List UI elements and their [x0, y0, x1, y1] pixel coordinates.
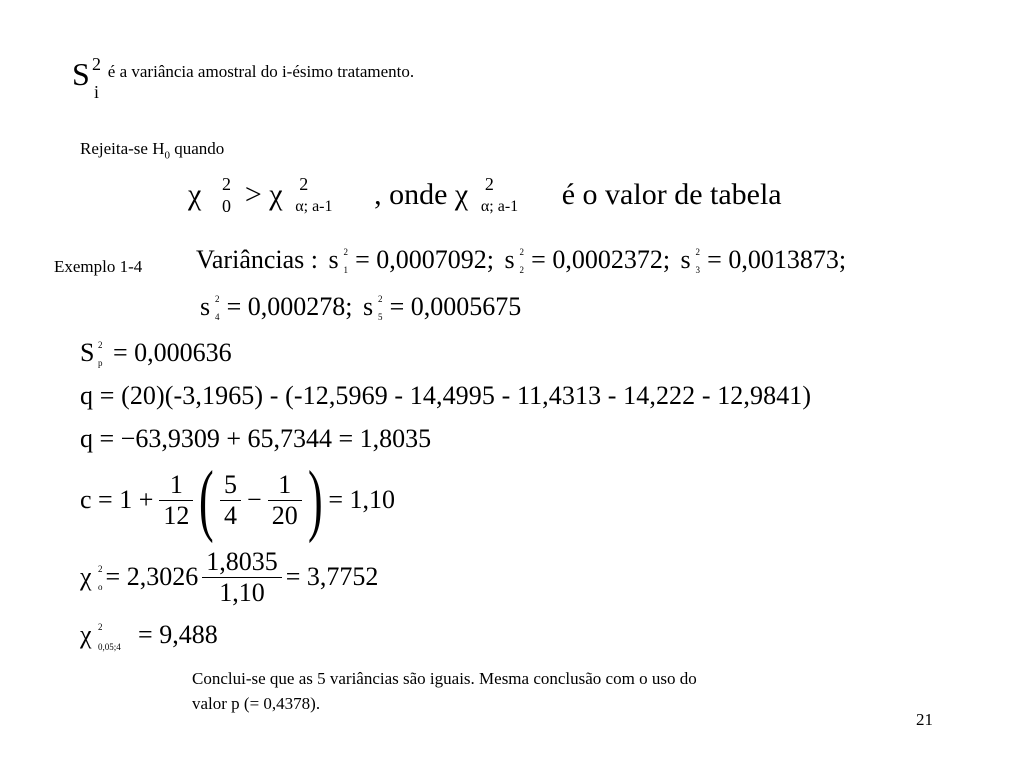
reject-h0-sub: 0 — [164, 149, 170, 162]
reject-line — [80, 139, 224, 161]
s-symbol: s — [363, 292, 374, 321]
c-paren-close: ) — [307, 456, 323, 544]
c-fraction-1 — [159, 470, 193, 531]
c-rhs: = 1,10 — [328, 485, 395, 514]
chi-alpha-2 — [454, 174, 519, 215]
variances-line-2 — [200, 292, 521, 322]
conclusion-line-1: Conclui-se que as 5 variâncias são iguais. Mesma conclusão com o uso do — [192, 669, 697, 688]
variance-symbol-sup: 2 — [92, 54, 101, 74]
chi0-fraction — [202, 547, 282, 608]
chi-alpha2-sub: α; a-1 — [480, 198, 519, 215]
chit-sub: 0,05;4 — [98, 642, 121, 652]
c-minus: − — [247, 485, 262, 514]
s1-sup: 2 — [343, 247, 349, 257]
s4-symbol — [200, 292, 220, 322]
chi0-fraction-den: 1,10 — [219, 577, 265, 607]
chi-symbol: χ — [188, 178, 202, 211]
example-label: Exemplo 1-4 — [54, 257, 143, 276]
s-symbol: s — [328, 245, 339, 274]
chi0-base: χ — [80, 562, 92, 591]
c-fraction-1-den: 12 — [163, 500, 190, 530]
s-symbol: s — [680, 245, 691, 274]
s1-symbol — [328, 245, 349, 275]
chi-table-symbol — [80, 620, 121, 652]
c-fraction-3 — [268, 470, 302, 531]
s4-value: = 0,000278; — [226, 292, 353, 321]
s1-value: = 0,0007092; — [355, 245, 495, 274]
reject-prefix: Rejeita-se H — [80, 139, 165, 158]
chi-symbol: χ — [454, 178, 469, 211]
chi0-symbol — [80, 562, 103, 592]
chi-alpha-sup: 2 — [299, 174, 309, 194]
s3-sub: 3 — [695, 265, 701, 275]
chi-zero-sup: 2 — [222, 174, 231, 194]
chi0-sub: o — [98, 582, 103, 592]
s1-sub: 1 — [343, 265, 349, 275]
s2-value: = 0,0002372; — [531, 245, 671, 274]
variances-line-1 — [196, 245, 846, 275]
variance-symbol — [72, 54, 101, 102]
c-fraction-2-num: 5 — [220, 470, 241, 501]
chi0-rhs: = 3,7752 — [285, 562, 379, 591]
chi-alpha-sub: α; a-1 — [295, 198, 333, 215]
c-fraction-1-num: 1 — [159, 470, 193, 501]
chi-zero-sub: 0 — [222, 196, 231, 216]
sp-equation — [80, 338, 232, 368]
s4-sup: 2 — [215, 294, 220, 304]
c-equation — [80, 456, 395, 544]
variance-symbol-sub: i — [94, 82, 100, 102]
s2-sub: 2 — [519, 265, 525, 275]
q-equation-2: q = −63,9309 + 65,7344 = 1,8035 — [80, 424, 432, 453]
chi-alpha2-sup: 2 — [484, 174, 494, 194]
s4-sub: 4 — [215, 312, 220, 322]
s-symbol: s — [504, 245, 515, 274]
onde-text: , onde — [374, 178, 448, 211]
variance-symbol-base: S — [72, 56, 90, 92]
criterion-tail: é o valor de tabela — [561, 178, 782, 211]
chi-alpha — [269, 174, 333, 215]
sp-symbol — [80, 338, 103, 368]
sp-sub: p — [98, 358, 103, 368]
variancias-label: Variâncias : — [196, 245, 319, 274]
conclusion-text — [192, 666, 697, 716]
chit-rhs: = 9,488 — [138, 620, 218, 649]
s3-value: = 0,0013873; — [707, 245, 847, 274]
c-fraction-3-den: 20 — [271, 500, 298, 530]
chi0-mid: = 2,3026 — [105, 562, 199, 591]
s5-sub: 5 — [378, 312, 383, 322]
chit-base: χ — [80, 620, 92, 649]
intro-text: é a variância amostral do i-ésimo tratamento. — [107, 62, 415, 81]
s5-sup: 2 — [378, 294, 383, 304]
intro-line — [72, 56, 414, 106]
c-fraction-2 — [220, 470, 241, 531]
chi0-fraction-num: 1,8035 — [202, 547, 282, 578]
sp-value: = 0,000636 — [112, 338, 232, 367]
chi0-equation — [80, 542, 378, 612]
page-number: 21 — [916, 710, 933, 729]
reject-suffix: quando — [170, 139, 225, 158]
s5-symbol — [363, 292, 383, 322]
s2-symbol — [504, 245, 525, 275]
chi-table-equation — [80, 620, 218, 650]
s2-sup: 2 — [519, 247, 525, 257]
greater-than: > — [244, 178, 262, 211]
c-fraction-3-num: 1 — [268, 470, 302, 501]
criterion-formula — [188, 174, 782, 224]
c-fraction-2-den: 4 — [224, 500, 238, 530]
chi-symbol: χ — [269, 178, 283, 211]
s-symbol: s — [200, 292, 211, 321]
chi0-sup: 2 — [98, 564, 103, 574]
conclusion-line-2: valor p (= 0,4378). — [192, 694, 321, 713]
s3-sup: 2 — [695, 247, 701, 257]
chi-zero — [188, 174, 231, 216]
q-equation-1: q = (20)(-3,1965) - (-12,5969 - 14,4995 - 11,4313 - 14,222 - 12,9841) — [80, 381, 812, 410]
s3-symbol — [680, 245, 701, 275]
c-paren-open: ( — [199, 456, 215, 544]
chit-sup: 2 — [98, 622, 103, 632]
s5-value: = 0,0005675 — [389, 292, 522, 321]
sp-sup: 2 — [98, 340, 103, 350]
sp-base: S — [80, 338, 95, 367]
c-lhs: c = 1 + — [80, 485, 154, 514]
